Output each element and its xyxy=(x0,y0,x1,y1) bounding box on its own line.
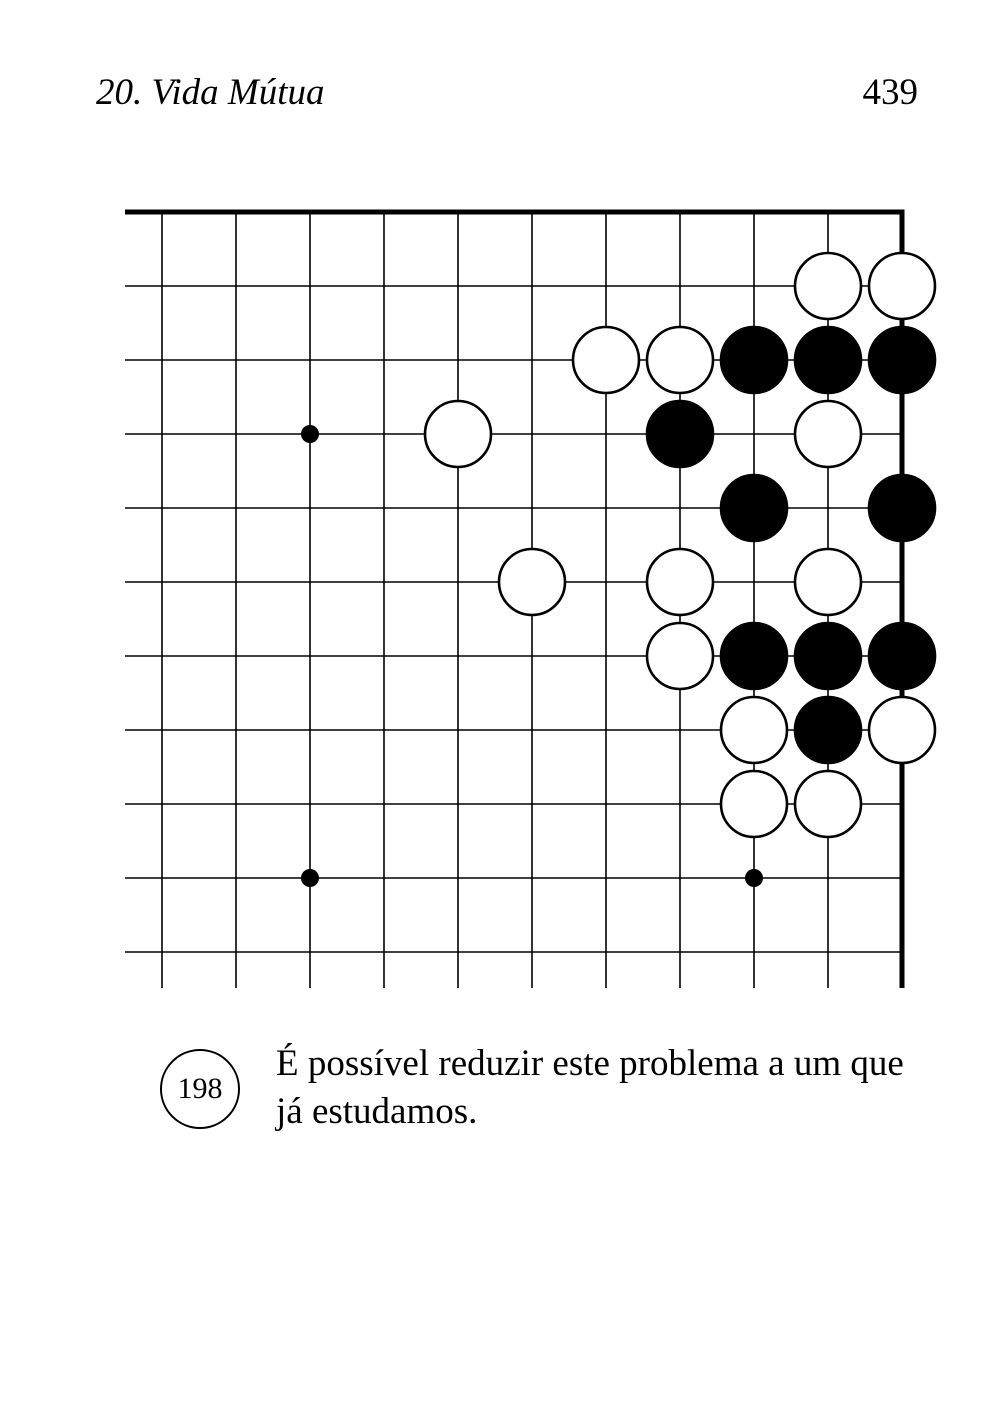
white-stone xyxy=(721,697,787,763)
black-stone xyxy=(795,697,861,763)
black-stone xyxy=(869,475,935,541)
black-stone xyxy=(721,623,787,689)
white-stone xyxy=(869,253,935,319)
black-stone xyxy=(869,623,935,689)
problem-number-badge: 198 xyxy=(160,1049,240,1129)
star-point xyxy=(745,869,763,887)
white-stone xyxy=(795,771,861,837)
white-stone xyxy=(647,327,713,393)
white-stone xyxy=(647,549,713,615)
black-stone xyxy=(721,327,787,393)
black-stone xyxy=(647,401,713,467)
black-stone xyxy=(869,327,935,393)
white-stone xyxy=(795,549,861,615)
white-stone xyxy=(721,771,787,837)
chapter-title: 20. Vida Mútua xyxy=(96,72,325,113)
black-stone xyxy=(795,623,861,689)
white-stone xyxy=(425,401,491,467)
white-stone xyxy=(795,253,861,319)
black-stone xyxy=(721,475,787,541)
white-stone xyxy=(573,327,639,393)
black-stone xyxy=(795,327,861,393)
problem-block xyxy=(160,1040,920,1160)
problem-description: É possível reduzir este problema a um que já estudamos. xyxy=(276,1043,904,1132)
star-point xyxy=(301,425,319,443)
white-stone xyxy=(795,401,861,467)
star-point xyxy=(301,869,319,887)
white-stone xyxy=(869,697,935,763)
white-stone xyxy=(647,623,713,689)
white-stone xyxy=(499,549,565,615)
page-number: 439 xyxy=(862,72,918,113)
